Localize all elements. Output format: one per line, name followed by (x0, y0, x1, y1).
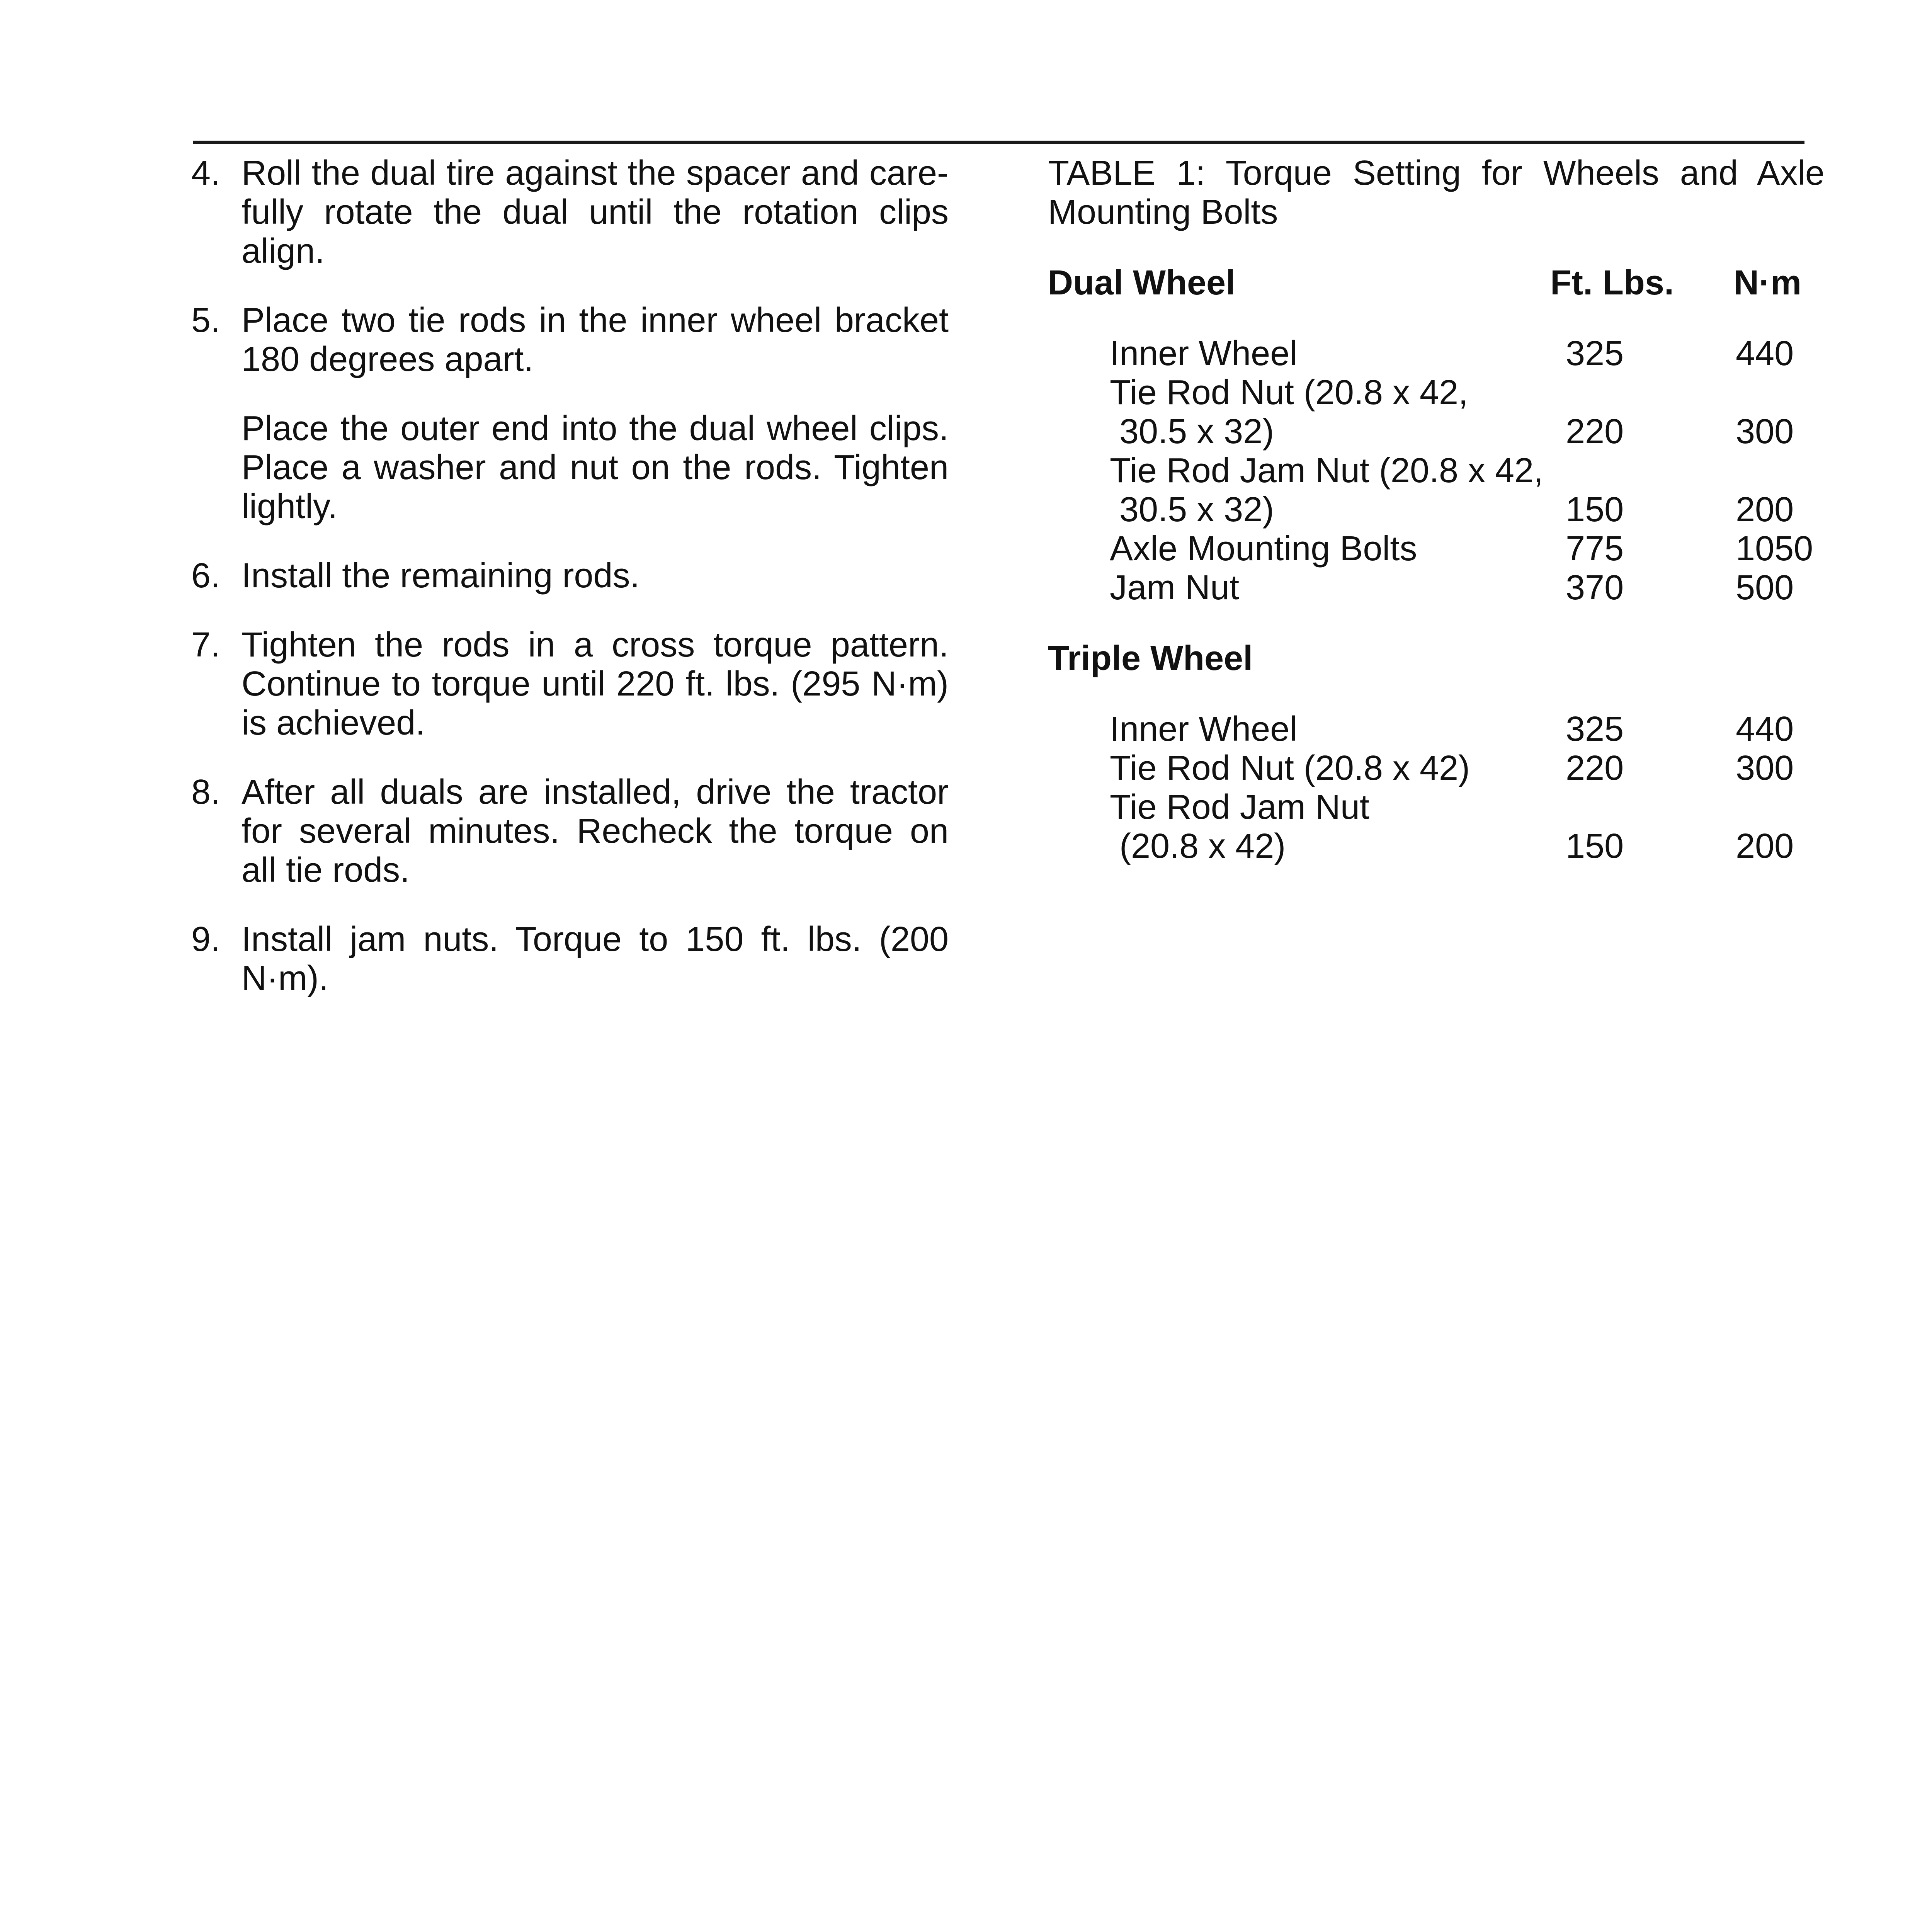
ft-lbs-value: 370 (1566, 568, 1624, 607)
step-6 (191, 556, 949, 595)
table-row (1048, 788, 1825, 866)
step-text-continued: Place the outer end into the dual wheel clips. Place a washer and nut on the rods. Tighten lightly. (242, 409, 949, 526)
nm-value: 300 (1736, 412, 1794, 451)
table-row (1048, 373, 1825, 451)
row-label-continued: (20.8 x 42) (1119, 827, 1286, 866)
nm-value: 200 (1736, 490, 1794, 529)
group-name: Dual Wheel (1048, 264, 1236, 302)
ft-lbs-value: 150 (1566, 490, 1624, 529)
column-header-ft-lbs: Ft. Lbs. (1550, 264, 1674, 302)
step-text: Install jam nuts. Torque to 150 ft. lbs. (200 N·m). (242, 920, 949, 998)
group-name: Triple Wheel (1048, 639, 1253, 678)
row-label-continued: 30.5 x 32) (1119, 490, 1274, 529)
step-number: 4. (191, 154, 221, 192)
step-number: 6. (191, 556, 221, 595)
row-label: Jam Nut (1110, 568, 1240, 607)
ft-lbs-value: 325 (1566, 710, 1624, 748)
row-label: Tie Rod Jam Nut (20.8 x 42, (1110, 451, 1544, 490)
nm-value: 200 (1736, 827, 1794, 866)
ft-lbs-value: 325 (1566, 334, 1624, 373)
table-row (1048, 334, 1825, 373)
column-header-nm: N·m (1734, 264, 1801, 302)
nm-value: 440 (1736, 710, 1794, 748)
step-number: 9. (191, 920, 221, 959)
step-number: 5. (191, 301, 221, 340)
step-7 (191, 626, 949, 743)
row-label-continued: 30.5 x 32) (1119, 412, 1274, 451)
nm-value: 300 (1736, 749, 1794, 787)
triple-wheel-rows (1048, 710, 1825, 866)
ft-lbs-value: 220 (1566, 412, 1624, 451)
nm-value: 440 (1736, 334, 1794, 373)
step-number: 8. (191, 773, 221, 811)
torque-table (1048, 154, 1825, 898)
step-text: Roll the dual tire against the spacer and carefully rotate the dual until the rotation clips align. (242, 154, 949, 270)
table-row (1048, 529, 1825, 568)
table-row (1048, 568, 1825, 607)
row-label: Inner Wheel (1110, 334, 1298, 373)
table-row (1048, 749, 1825, 788)
step-4 (191, 154, 949, 271)
row-label: Tie Rod Jam Nut (1110, 788, 1369, 827)
header-rule (193, 141, 1804, 144)
nm-value: 500 (1736, 568, 1794, 607)
table-row (1048, 710, 1825, 749)
step-8 (191, 773, 949, 890)
table-title: TABLE 1: Torque Setting for Wheels and Axle Mounting Bolts (1048, 154, 1825, 231)
row-label: Inner Wheel (1110, 710, 1298, 748)
step-number: 7. (191, 626, 221, 664)
row-label: Axle Mounting Bolts (1110, 529, 1417, 568)
group-header-triple-wheel (1048, 639, 1825, 678)
group-header-dual-wheel (1048, 264, 1825, 303)
dual-wheel-rows (1048, 334, 1825, 607)
ft-lbs-value: 775 (1566, 529, 1624, 568)
step-text: Install the remaining rods. (242, 556, 640, 595)
step-text: After all duals are installed, drive the tractor for several minutes. Recheck the torque on all tie rods. (242, 773, 949, 889)
nm-value: 1050 (1736, 529, 1813, 568)
step-text: Place two tie rods in the inner wheel bracket 180 degrees apart. (242, 301, 949, 379)
row-label: Tie Rod Nut (20.8 x 42) (1110, 749, 1470, 787)
ft-lbs-value: 150 (1566, 827, 1624, 866)
step-9 (191, 920, 949, 998)
row-label: Tie Rod Nut (20.8 x 42, (1110, 373, 1468, 412)
step-text: Tighten the rods in a cross torque pattern. Continue to torque until 220 ft. lbs. (295 N·m) is achieved. (242, 626, 949, 742)
ft-lbs-value: 220 (1566, 749, 1624, 787)
instruction-steps (191, 154, 949, 1028)
step-5 (191, 301, 949, 526)
table-row (1048, 451, 1825, 529)
